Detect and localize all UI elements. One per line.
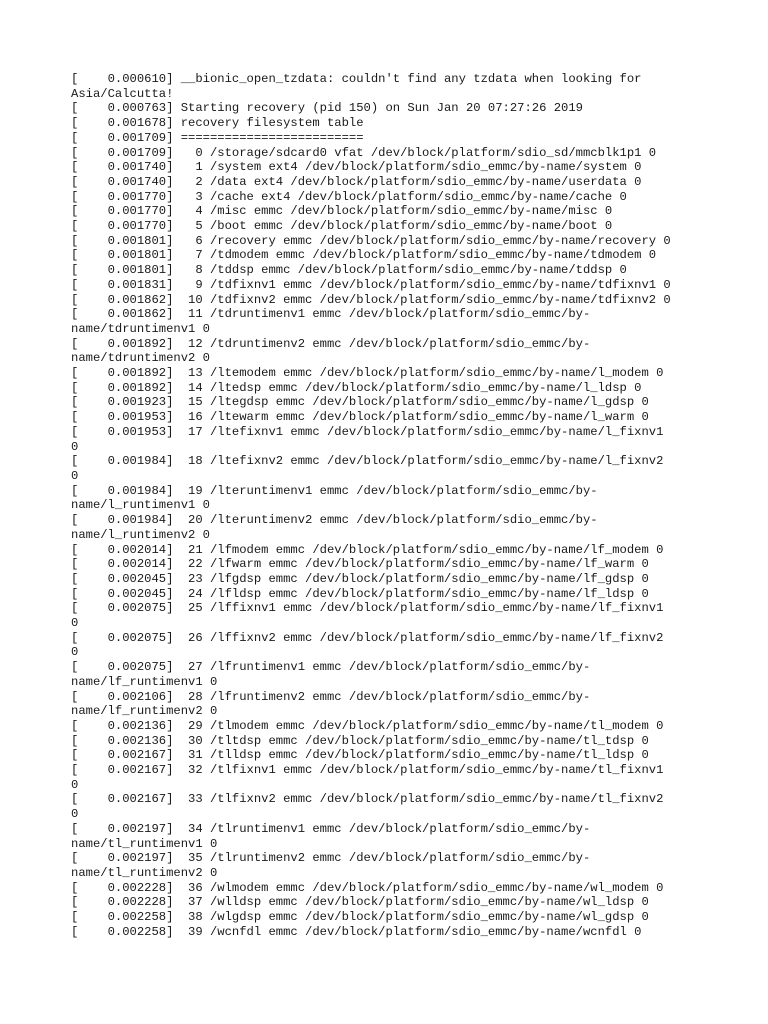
log-line: [ 0.001984] 18 /ltefixnv2 emmc /dev/block/platform/sdio_emmc/by-name/l_fixnv2 [71, 454, 664, 469]
log-line: 0 [71, 645, 79, 660]
log-line: name/tdruntimenv2 0 [71, 351, 210, 366]
log-line: [ 0.001770] 5 /boot emmc /dev/block/platform/sdio_emmc/by-name/boot 0 [71, 219, 613, 234]
log-line: name/lf_runtimenv1 0 [71, 674, 218, 689]
log-line: [ 0.002167] 33 /tlfixnv2 emmc /dev/block/platform/sdio_emmc/by-name/tl_fixnv2 [71, 792, 664, 807]
log-line: name/tdruntimenv1 0 [71, 321, 210, 336]
log-line: 0 [71, 616, 79, 631]
log-line: [ 0.001770] 4 /misc emmc /dev/block/platform/sdio_emmc/by-name/misc 0 [71, 204, 613, 219]
log-line: [ 0.002167] 31 /tlldsp emmc /dev/block/platform/sdio_emmc/by-name/tl_ldsp 0 [71, 748, 649, 763]
log-line: [ 0.002258] 38 /wlgdsp emmc /dev/block/platform/sdio_emmc/by-name/wl_gdsp 0 [71, 910, 649, 925]
log-line: [ 0.002136] 30 /tltdsp emmc /dev/block/platform/sdio_emmc/by-name/tl_tdsp 0 [71, 733, 649, 748]
log-line: [ 0.001801] 7 /tdmodem emmc /dev/block/platform/sdio_emmc/by-name/tdmodem 0 [71, 248, 657, 263]
log-line: [ 0.002045] 24 /lfldsp emmc /dev/block/platform/sdio_emmc/by-name/lf_ldsp 0 [71, 586, 649, 601]
log-line: [ 0.002228] 37 /wlldsp emmc /dev/block/platform/sdio_emmc/by-name/wl_ldsp 0 [71, 895, 649, 910]
log-line: [ 0.002228] 36 /wlmodem emmc /dev/block/platform/sdio_emmc/by-name/wl_modem 0 [71, 880, 664, 895]
log-line: [ 0.002136] 29 /tlmodem emmc /dev/block/platform/sdio_emmc/by-name/tl_modem 0 [71, 718, 664, 733]
log-line: [ 0.002075] 27 /lfruntimenv1 emmc /dev/block/platform/sdio_emmc/by- [71, 660, 591, 675]
log-line: name/lf_runtimenv2 0 [71, 704, 218, 719]
log-line: [ 0.001709] 0 /storage/sdcard0 vfat /dev/block/platform/sdio_sd/mmcblk1p1 0 [71, 145, 657, 160]
log-line: 0 [71, 807, 79, 822]
log-line: [ 0.001984] 20 /lteruntimenv2 emmc /dev/block/platform/sdio_emmc/by- [71, 513, 598, 528]
log-line: [ 0.001892] 13 /ltemodem emmc /dev/block/platform/sdio_emmc/by-name/l_modem 0 [71, 366, 664, 381]
log-line: [ 0.002045] 23 /lfgdsp emmc /dev/block/platform/sdio_emmc/by-name/lf_gdsp 0 [71, 571, 649, 586]
log-line: 0 [71, 777, 79, 792]
log-line: [ 0.001892] 12 /tdruntimenv2 emmc /dev/block/platform/sdio_emmc/by- [71, 336, 591, 351]
log-line: [ 0.002197] 34 /tlruntimenv1 emmc /dev/block/platform/sdio_emmc/by- [71, 821, 591, 836]
log-line: [ 0.001892] 14 /ltedsp emmc /dev/block/platform/sdio_emmc/by-name/l_ldsp 0 [71, 380, 642, 395]
log-line: name/tl_runtimenv1 0 [71, 836, 218, 851]
log-line: [ 0.001923] 15 /ltegdsp emmc /dev/block/platform/sdio_emmc/by-name/l_gdsp 0 [71, 395, 649, 410]
log-line: Asia/Calcutta! [71, 86, 174, 101]
log-line: [ 0.001801] 6 /recovery emmc /dev/block/platform/sdio_emmc/by-name/recovery 0 [71, 233, 671, 248]
log-line: [ 0.001984] 19 /lteruntimenv1 emmc /dev/block/platform/sdio_emmc/by- [71, 483, 598, 498]
log-line: [ 0.002075] 25 /lffixnv1 emmc /dev/block/platform/sdio_emmc/by-name/lf_fixnv1 [71, 601, 664, 616]
log-line: [ 0.001678] recovery filesystem table [71, 116, 364, 131]
log-line: [ 0.002258] 39 /wcnfdl emmc /dev/block/platform/sdio_emmc/by-name/wcnfdl 0 [71, 924, 642, 939]
log-line: [ 0.002106] 28 /lfruntimenv2 emmc /dev/block/platform/sdio_emmc/by- [71, 689, 591, 704]
log-line: [ 0.000610] __bionic_open_tzdata: couldn't find any tzdata when looking for [71, 72, 642, 86]
log-line: 0 [71, 439, 79, 454]
log-output [71, 72, 711, 939]
log-line: name/l_runtimenv1 0 [71, 498, 210, 513]
log-line: [ 0.001801] 8 /tddsp emmc /dev/block/platform/sdio_emmc/by-name/tddsp 0 [71, 263, 627, 278]
log-line: [ 0.002014] 21 /lfmodem emmc /dev/block/platform/sdio_emmc/by-name/lf_modem 0 [71, 542, 664, 557]
log-line: [ 0.001862] 10 /tdfixnv2 emmc /dev/block/platform/sdio_emmc/by-name/tdfixnv2 0 [71, 292, 671, 307]
log-line: [ 0.002167] 32 /tlfixnv1 emmc /dev/block/platform/sdio_emmc/by-name/tl_fixnv1 [71, 763, 664, 778]
log-line: [ 0.002075] 26 /lffixnv2 emmc /dev/block/platform/sdio_emmc/by-name/lf_fixnv2 [71, 630, 664, 645]
log-line: [ 0.001953] 16 /ltewarm emmc /dev/block/platform/sdio_emmc/by-name/l_warm 0 [71, 410, 649, 425]
log-line: [ 0.001831] 9 /tdfixnv1 emmc /dev/block/platform/sdio_emmc/by-name/tdfixnv1 0 [71, 277, 671, 292]
log-line: [ 0.001770] 3 /cache ext4 /dev/block/platform/sdio_emmc/by-name/cache 0 [71, 189, 627, 204]
log-line: [ 0.000763] Starting recovery (pid 150) on Sun Jan 20 07:27:26 2019 [71, 101, 583, 116]
log-line: [ 0.001740] 1 /system ext4 /dev/block/platform/sdio_emmc/by-name/system 0 [71, 160, 642, 175]
log-line: 0 [71, 468, 79, 483]
log-line: [ 0.002014] 22 /lfwarm emmc /dev/block/platform/sdio_emmc/by-name/lf_warm 0 [71, 557, 649, 572]
log-line: name/l_runtimenv2 0 [71, 527, 210, 542]
log-line: name/tl_runtimenv2 0 [71, 865, 218, 880]
log-line: [ 0.001953] 17 /ltefixnv1 emmc /dev/block/platform/sdio_emmc/by-name/l_fixnv1 [71, 424, 664, 439]
log-line: [ 0.001862] 11 /tdruntimenv1 emmc /dev/block/platform/sdio_emmc/by- [71, 307, 591, 322]
log-line: [ 0.002197] 35 /tlruntimenv2 emmc /dev/block/platform/sdio_emmc/by- [71, 851, 591, 866]
log-line: [ 0.001709] ========================= [71, 130, 364, 145]
log-line: [ 0.001740] 2 /data ext4 /dev/block/platform/sdio_emmc/by-name/userdata 0 [71, 174, 642, 189]
